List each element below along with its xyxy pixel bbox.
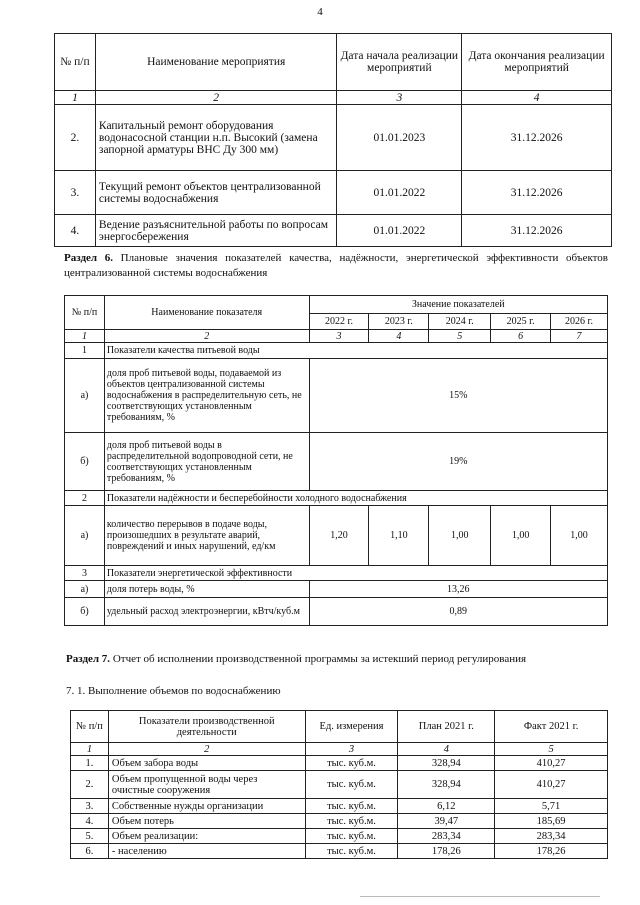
section7-label: Раздел 7. (66, 653, 111, 665)
header-num: № п/п (65, 296, 105, 330)
table-row (71, 844, 608, 859)
index-cell: 6 (491, 330, 551, 343)
row-indicator: Объем реализации: (108, 829, 305, 844)
section6-title: Плановые значения показателей качества, надёжности, энергетической эффективности объектов централизованной системы водоснабжения (64, 252, 609, 279)
header-end-date: Дата окончания реализации мероприятий (462, 34, 612, 91)
group-num: 2 (65, 491, 105, 506)
header-num: № п/п (55, 34, 96, 91)
section6-heading (64, 251, 608, 281)
header-unit: Ед. измерения (305, 711, 398, 743)
header-indicator: Показатели производственной деятельности (108, 711, 305, 743)
index-cell: 3 (305, 743, 398, 756)
row-value: 1,00 (429, 506, 491, 566)
table-row (71, 799, 608, 814)
row-num: а) (65, 359, 105, 433)
table-row (71, 771, 608, 799)
index-cell: 4 (398, 743, 495, 756)
row-indicator-name: удельный расход электроэнергии, кВтч/куб.м (104, 598, 309, 626)
index-cell: 2 (108, 743, 305, 756)
row-unit: тыс. куб.м. (305, 829, 398, 844)
section7-heading (66, 652, 526, 667)
table-row (65, 433, 608, 491)
row-value: 0,89 (309, 598, 607, 626)
group-title: Показатели качества питьевой воды (104, 343, 607, 359)
row-fact: 5,71 (495, 799, 608, 814)
index-cell: 1 (55, 91, 96, 105)
index-cell: 4 (462, 91, 612, 105)
table-header-row (55, 34, 612, 91)
row-num: а) (65, 506, 105, 566)
index-row (55, 91, 612, 105)
table-header-row (71, 711, 608, 743)
row-plan: 39,47 (398, 814, 495, 829)
table-row (65, 598, 608, 626)
row-start-date: 01.01.2022 (337, 171, 462, 215)
row-start-date: 01.01.2023 (337, 105, 462, 171)
group-title: Показатели энергетической эффективности (104, 566, 607, 581)
section6-label: Раздел 6. (64, 252, 113, 264)
row-indicator: Объем потерь (108, 814, 305, 829)
table-row (71, 829, 608, 844)
header-values: Значение показателей (309, 296, 607, 314)
row-plan: 328,94 (398, 771, 495, 799)
row-measure-name: Ведение разъяснительной работы по вопросам энергосбережения (95, 215, 337, 247)
group-row (65, 566, 608, 581)
row-unit: тыс. куб.м. (305, 771, 398, 799)
row-end-date: 31.12.2026 (462, 215, 612, 247)
section7-subtitle: 7. 1. Выполнение объемов по водоснабжению (66, 685, 281, 697)
group-num: 1 (65, 343, 105, 359)
row-indicator-name: количество перерывов в подаче воды, произошедших в результате аварий, повреждений и иных нарушений, ед/км (104, 506, 309, 566)
row-start-date: 01.01.2022 (337, 215, 462, 247)
row-indicator: Объем забора воды (108, 756, 305, 771)
row-num: а) (65, 581, 105, 598)
row-plan: 283,34 (398, 829, 495, 844)
index-row (65, 330, 608, 343)
row-num: 4. (55, 215, 96, 247)
index-cell: 4 (369, 330, 429, 343)
row-num: 1. (71, 756, 109, 771)
year-cell: 2025 г. (491, 314, 551, 330)
row-plan: 328,94 (398, 756, 495, 771)
index-row (71, 743, 608, 756)
index-cell: 1 (65, 330, 105, 343)
row-value: 19% (309, 433, 607, 491)
year-cell: 2022 г. (309, 314, 369, 330)
row-fact: 178,26 (495, 844, 608, 859)
indicators-table (64, 295, 608, 626)
row-indicator-name: доля потерь воды, % (104, 581, 309, 598)
row-plan: 178,26 (398, 844, 495, 859)
index-cell: 3 (309, 330, 369, 343)
row-plan: 6,12 (398, 799, 495, 814)
year-cell: 2023 г. (369, 314, 429, 330)
row-indicator: Собственные нужды организации (108, 799, 305, 814)
row-value: 1,20 (309, 506, 369, 566)
row-end-date: 31.12.2026 (462, 105, 612, 171)
header-start-date: Дата начала реализации мероприятий (337, 34, 462, 91)
row-num: 5. (71, 829, 109, 844)
group-row (65, 491, 608, 506)
group-num: 3 (65, 566, 105, 581)
row-fact: 185,69 (495, 814, 608, 829)
table-row (65, 359, 608, 433)
row-fact: 283,34 (495, 829, 608, 844)
row-unit: тыс. куб.м. (305, 814, 398, 829)
row-value: 1,10 (369, 506, 429, 566)
row-value: 13,26 (309, 581, 607, 598)
row-num: 4. (71, 814, 109, 829)
index-cell: 2 (95, 91, 337, 105)
index-cell: 1 (71, 743, 109, 756)
volumes-table (70, 710, 608, 859)
row-num: б) (65, 598, 105, 626)
table-header-row (65, 296, 608, 314)
table-row (55, 105, 612, 171)
index-cell: 5 (495, 743, 608, 756)
row-indicator-name: доля проб питьевой воды в распределительной водопроводной сети, не соответствующих установленным требованиям, % (104, 433, 309, 491)
row-unit: тыс. куб.м. (305, 799, 398, 814)
row-num: б) (65, 433, 105, 491)
measures-table (54, 33, 612, 247)
index-cell: 5 (429, 330, 491, 343)
table-row (55, 215, 612, 247)
group-title: Показатели надёжности и бесперебойности холодного водоснабжения (104, 491, 607, 506)
row-measure-name: Текущий ремонт объектов централизованной системы водоснабжения (95, 171, 337, 215)
row-indicator-name: доля проб питьевой воды, подаваемой из объектов централизованной системы водоснабжения в распределительную сеть, не соответствующих установленным требованиям, % (104, 359, 309, 433)
row-value: 1,00 (551, 506, 608, 566)
group-row (65, 343, 608, 359)
row-indicator: Объем пропущенной воды через очистные сооружения (108, 771, 305, 799)
table-row (65, 506, 608, 566)
row-value: 15% (309, 359, 607, 433)
row-fact: 410,27 (495, 771, 608, 799)
header-measure-name: Наименование мероприятия (95, 34, 337, 91)
index-cell: 3 (337, 91, 462, 105)
header-plan: План 2021 г. (398, 711, 495, 743)
page-number: 4 (317, 6, 323, 18)
row-end-date: 31.12.2026 (462, 171, 612, 215)
header-fact: Факт 2021 г. (495, 711, 608, 743)
table-row (71, 756, 608, 771)
row-fact: 410,27 (495, 756, 608, 771)
row-indicator: - населению (108, 844, 305, 859)
table-row (65, 581, 608, 598)
header-indicator-name: Наименование показателя (104, 296, 309, 330)
index-cell: 2 (104, 330, 309, 343)
table-row (55, 171, 612, 215)
year-cell: 2026 г. (551, 314, 608, 330)
section7-title: Отчет об исполнении производственной программы за истекший период регулирования (112, 653, 527, 665)
index-cell: 7 (551, 330, 608, 343)
row-value: 1,00 (491, 506, 551, 566)
row-unit: тыс. куб.м. (305, 756, 398, 771)
year-cell: 2024 г. (429, 314, 491, 330)
row-num: 2. (55, 105, 96, 171)
row-num: 6. (71, 844, 109, 859)
header-num: № п/п (71, 711, 109, 743)
table-row (71, 814, 608, 829)
row-num: 2. (71, 771, 109, 799)
row-num: 3. (55, 171, 96, 215)
row-unit: тыс. куб.м. (305, 844, 398, 859)
row-num: 3. (71, 799, 109, 814)
row-measure-name: Капитальный ремонт оборудования водонасосной станции н.п. Высокий (замена запорной арматуры ВНС Ду 300 мм) (95, 105, 337, 171)
footer-divider (360, 896, 600, 897)
